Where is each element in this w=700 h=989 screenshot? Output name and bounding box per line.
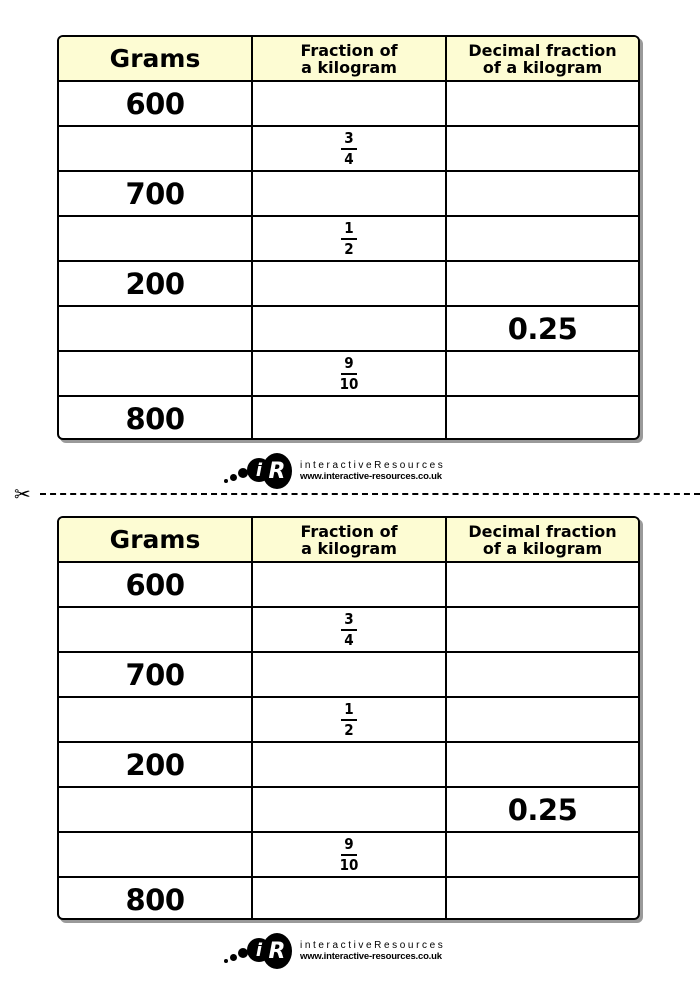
fraction-cell[interactable]	[253, 217, 447, 260]
denominator: 2	[344, 239, 354, 258]
footer-logo-bottom	[222, 932, 445, 970]
brand-name: interactiveResources	[300, 460, 446, 471]
grams-cell[interactable]	[59, 352, 253, 395]
table-row	[59, 127, 638, 172]
decimal-cell[interactable]	[447, 352, 638, 395]
brand-url: www.interactive-resources.co.uk	[300, 951, 442, 962]
decimal-cell[interactable]	[447, 217, 638, 260]
decimal-cell[interactable]	[447, 833, 638, 876]
grams-cell[interactable]: 700	[59, 653, 253, 696]
grams-cell[interactable]: 200	[59, 262, 253, 305]
decimal-cell[interactable]	[447, 698, 638, 741]
fraction-cell[interactable]	[253, 352, 447, 395]
table-row	[59, 397, 638, 440]
decimal-cell[interactable]	[447, 397, 638, 440]
header-row	[59, 37, 638, 82]
table-row	[59, 653, 638, 698]
fraction-cell[interactable]	[253, 127, 447, 170]
grams-cell[interactable]: 800	[59, 397, 253, 440]
fraction-cell[interactable]	[253, 82, 447, 125]
numerator: 3	[344, 609, 354, 628]
grams-cell[interactable]	[59, 127, 253, 170]
denominator: 4	[344, 149, 354, 168]
fraction	[341, 699, 357, 739]
table-row	[59, 833, 638, 878]
fraction-cell[interactable]	[253, 653, 447, 696]
fraction	[341, 609, 357, 649]
table-row	[59, 82, 638, 127]
grams-cell[interactable]	[59, 608, 253, 651]
numerator: 9	[344, 834, 354, 853]
numerator: 3	[344, 128, 354, 147]
table-row	[59, 262, 638, 307]
header-fraction-line1: Fraction of	[300, 40, 398, 60]
header-decimal-line1: Decimal fraction	[468, 521, 617, 541]
denominator: 4	[344, 630, 354, 649]
fraction-cell[interactable]	[253, 262, 447, 305]
table-row	[59, 698, 638, 743]
table-row	[59, 172, 638, 217]
grams-cell[interactable]: 800	[59, 878, 253, 920]
worksheet-table-bottom	[57, 516, 640, 920]
decimal-cell[interactable]	[447, 82, 638, 125]
decimal-cell[interactable]	[447, 743, 638, 786]
decimal-cell[interactable]	[447, 608, 638, 651]
numerator: 1	[344, 218, 354, 237]
grams-cell[interactable]	[59, 788, 253, 831]
worksheet-table-top	[57, 35, 640, 440]
fraction	[339, 834, 359, 874]
grams-cell[interactable]	[59, 217, 253, 260]
header-decimal	[447, 37, 638, 80]
cut-line	[14, 484, 700, 504]
header-grams: Grams	[59, 518, 253, 561]
decimal-cell[interactable]	[447, 172, 638, 215]
numerator: 9	[344, 353, 354, 372]
fraction	[341, 218, 357, 258]
grams-cell[interactable]: 200	[59, 743, 253, 786]
decimal-cell[interactable]	[447, 262, 638, 305]
ir-logo-icon: i R	[222, 932, 292, 970]
fraction-cell[interactable]	[253, 172, 447, 215]
decimal-cell[interactable]	[447, 563, 638, 606]
header-grams: Grams	[59, 37, 253, 80]
table-row	[59, 563, 638, 608]
table-row	[59, 307, 638, 352]
ir-logo-icon: i R	[222, 452, 292, 490]
scissors-icon: ✂	[14, 482, 31, 506]
fraction-cell[interactable]	[253, 743, 447, 786]
header-fraction-line1: Fraction of	[300, 521, 398, 541]
fraction	[341, 128, 357, 168]
grams-cell[interactable]: 600	[59, 82, 253, 125]
decimal-cell[interactable]: 0.25	[507, 792, 578, 827]
grams-cell[interactable]	[59, 307, 253, 350]
table-row	[59, 217, 638, 262]
brand-url: www.interactive-resources.co.uk	[300, 471, 442, 482]
header-fraction-line2: a kilogram	[301, 538, 397, 558]
fraction-cell[interactable]	[253, 563, 447, 606]
decimal-cell[interactable]: 0.25	[507, 311, 578, 346]
fraction-cell[interactable]	[253, 397, 447, 440]
fraction-cell[interactable]	[253, 788, 447, 831]
decimal-cell[interactable]	[447, 653, 638, 696]
denominator: 2	[344, 720, 354, 739]
fraction-cell[interactable]	[253, 698, 447, 741]
dashed-divider	[40, 493, 700, 495]
header-fraction	[253, 37, 447, 80]
fraction	[339, 353, 359, 393]
header-fraction	[253, 518, 447, 561]
table-row	[59, 788, 638, 833]
table-row	[59, 878, 638, 920]
fraction-cell[interactable]	[253, 307, 447, 350]
fraction-cell[interactable]	[253, 833, 447, 876]
grams-cell[interactable]	[59, 833, 253, 876]
denominator: 10	[339, 855, 359, 874]
table-row	[59, 608, 638, 653]
header-decimal-line2: of a kilogram	[482, 538, 603, 558]
header-decimal-line2: of a kilogram	[482, 57, 603, 77]
table-row	[59, 743, 638, 788]
decimal-cell[interactable]	[447, 127, 638, 170]
table-row	[59, 352, 638, 397]
header-decimal	[447, 518, 638, 561]
brand-name: interactiveResources	[300, 940, 446, 951]
fraction-cell[interactable]	[253, 608, 447, 651]
grams-cell[interactable]	[59, 698, 253, 741]
decimal-cell[interactable]	[447, 878, 638, 920]
denominator: 10	[339, 374, 359, 393]
grams-cell[interactable]: 700	[59, 172, 253, 215]
header-decimal-line1: Decimal fraction	[468, 40, 617, 60]
header-fraction-line2: a kilogram	[301, 57, 397, 77]
header-row	[59, 518, 638, 563]
grams-cell[interactable]: 600	[59, 563, 253, 606]
fraction-cell[interactable]	[253, 878, 447, 920]
numerator: 1	[344, 699, 354, 718]
